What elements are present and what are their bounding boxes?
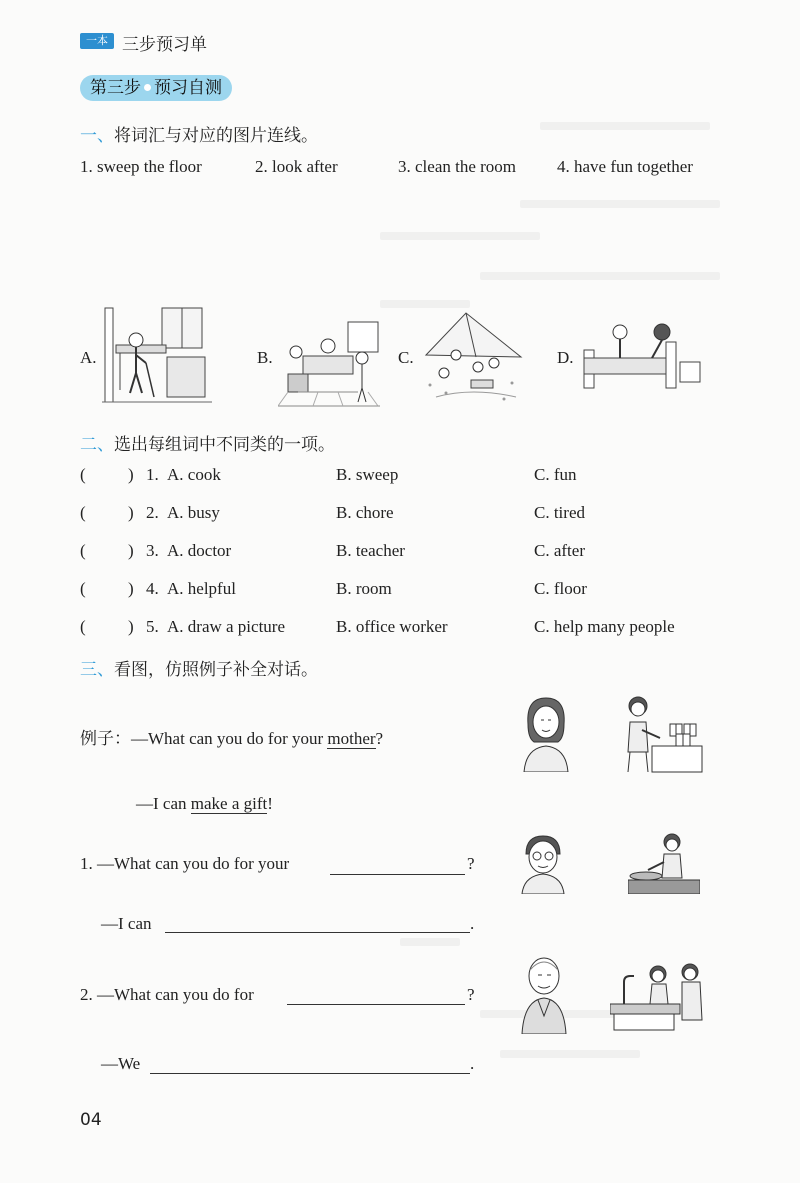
option-a: A. busy [167, 503, 220, 522]
answer-paren-close: ) [128, 617, 134, 636]
q2-question-suffix: ? [467, 985, 475, 1004]
section1-number: 一、 [80, 126, 114, 146]
option-a: A. draw a picture [167, 617, 286, 636]
option-a: A. doctor [167, 541, 232, 560]
example-answer-prefix: —I can [136, 794, 191, 813]
example-question [80, 724, 383, 749]
q2-question-prefix: 2. —What can you do for [80, 985, 254, 1004]
option-a: A. helpful [167, 579, 236, 598]
sweep-floor-picture [102, 305, 212, 405]
answer-paren-close: ) [128, 503, 134, 522]
option-b: B. sweep [336, 465, 399, 484]
answer-blank-3[interactable] [90, 538, 126, 562]
step-number: 第三步 [90, 78, 141, 98]
picture-label-c: C. [398, 348, 414, 367]
q1-question-blank[interactable] [330, 874, 465, 875]
q2-question-blank[interactable] [287, 1004, 465, 1005]
section3-instruction: 看图，仿照例子补全对话。 [114, 660, 318, 680]
answer-paren-close: ) [128, 541, 134, 560]
q2-answer-suffix: . [470, 1054, 475, 1073]
question-number: 5. [146, 617, 159, 636]
answer-blank-2[interactable] [90, 500, 126, 524]
section2-instruction: 选出每组词中不同类的一项。 [114, 435, 335, 455]
option-c: C. fun [534, 465, 577, 484]
header-title: 三步预习单 [122, 35, 207, 55]
picture-label-b: B. [257, 348, 273, 367]
q1-answer-prefix: —I can [101, 914, 152, 933]
vocab-item-4: 4. have fun together [557, 157, 693, 176]
question-number: 1. [146, 465, 159, 484]
answer-paren-open: ( [80, 503, 86, 522]
option-b: B. teacher [336, 541, 405, 560]
option-c: C. after [534, 541, 585, 560]
answer-paren-close: ) [128, 579, 134, 598]
option-c: C. floor [534, 579, 587, 598]
option-b: B. chore [336, 503, 394, 522]
dot-icon [144, 84, 151, 91]
section2-number: 二、 [80, 435, 114, 455]
vocab-item-1: 1. sweep the floor [80, 157, 202, 176]
option-c: C. tired [534, 503, 585, 522]
grandfather-picture [518, 954, 570, 1034]
example-question-suffix: ? [375, 729, 384, 748]
example-answer-fill: make a gift [190, 794, 268, 813]
section1-title [80, 121, 318, 146]
example-question-prefix: —What can you do for your [131, 729, 328, 748]
option-b: B. office worker [336, 617, 448, 636]
brand-badge: 一本 [80, 33, 114, 49]
option-b: B. room [336, 579, 392, 598]
q1-question-suffix: ? [467, 854, 475, 873]
look-after-picture [278, 318, 380, 408]
q1-question-prefix: 1. —What can you do for your [80, 854, 290, 873]
step-name: 预习自测 [154, 78, 222, 98]
picture-label-a: A. [80, 348, 97, 367]
option-a: A. cook [167, 465, 221, 484]
q2-answer-blank[interactable] [150, 1073, 470, 1074]
example-label: 例子： [80, 729, 131, 749]
picture-label-d: D. [557, 348, 574, 367]
answer-paren-open: ( [80, 579, 86, 598]
step-label [80, 75, 232, 101]
have-fun-together-picture [416, 305, 528, 405]
cook-picture [628, 832, 700, 894]
answer-paren-close: ) [128, 465, 134, 484]
question-number: 2. [146, 503, 159, 522]
answer-paren-open: ( [80, 541, 86, 560]
answer-blank-4[interactable] [90, 576, 126, 600]
vocab-item-2: 2. look after [255, 157, 338, 176]
q2-answer-prefix: —We [101, 1054, 141, 1073]
vocab-item-3: 3. clean the room [398, 157, 517, 176]
answer-blank-5[interactable] [90, 614, 126, 638]
make-gift-picture [620, 694, 704, 774]
section1-instruction: 将词汇与对应的图片连线。 [114, 126, 318, 146]
option-c: C. help many people [534, 617, 675, 636]
mother-picture [520, 694, 572, 772]
example-answer-suffix: ! [267, 794, 273, 813]
wash-dishes-picture [610, 960, 712, 1032]
father-picture [518, 832, 568, 894]
answer-blank-1[interactable] [90, 462, 126, 486]
answer-paren-open: ( [80, 465, 86, 484]
clean-room-picture [580, 318, 702, 390]
section3-title [80, 655, 318, 680]
section2-title [80, 430, 335, 455]
example-question-answer: mother [327, 729, 376, 748]
question-number: 3. [146, 541, 159, 560]
question-number: 4. [146, 579, 159, 598]
q1-answer-blank[interactable] [165, 932, 470, 933]
answer-paren-open: ( [80, 617, 86, 636]
page-number: 04 [80, 1110, 102, 1130]
q1-answer-suffix: . [470, 914, 475, 933]
section3-number: 三、 [80, 660, 114, 680]
example-answer [136, 794, 273, 814]
